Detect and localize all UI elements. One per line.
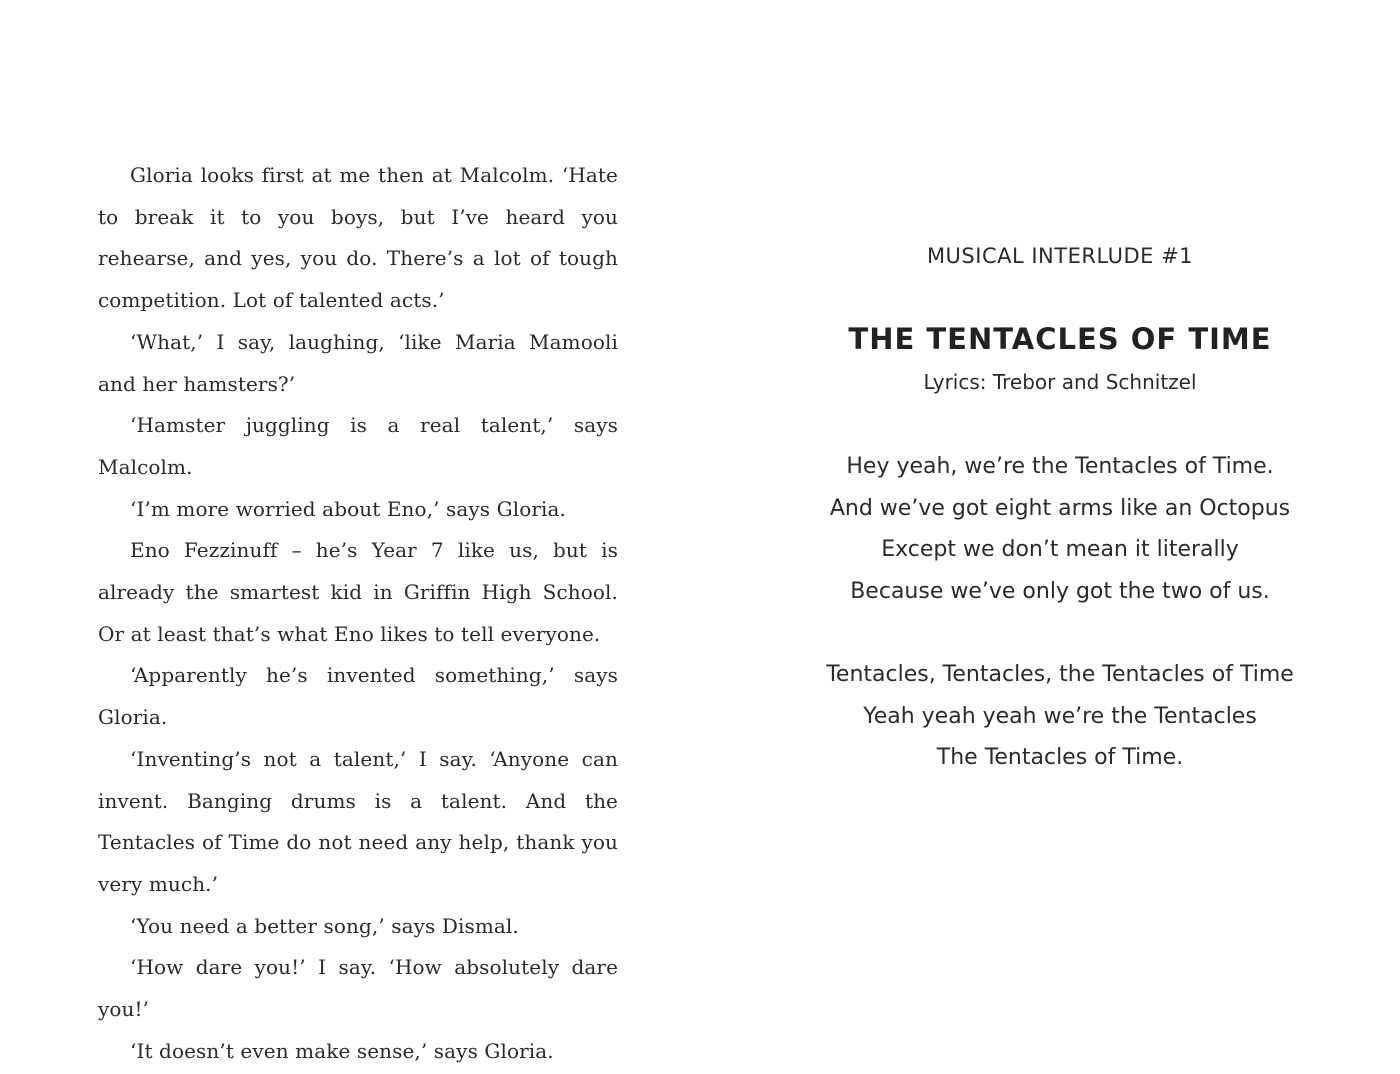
paragraph: ‘How dare you!’ I say. ‘How absolutely dare you!’ (98, 955, 618, 1022)
right-page (760, 0, 1360, 1074)
lyric-line: Hey yeah, we’re the Tentacles of Time. (846, 454, 1274, 479)
paragraph: ‘Hamster juggling is a real talent,’ says Malcolm. (98, 413, 618, 479)
paragraph: ‘You need a better song,’ says Dismal. (130, 913, 519, 938)
lyric-line: Yeah yeah yeah we’re the Tentacles (863, 703, 1257, 729)
paragraph: ‘Apparently he’s invented something,’ says Gloria. (98, 663, 618, 730)
lyric-line: The Tentacles of Time. (936, 745, 1184, 771)
paragraph: Gloria looks first at me then at Malcolm. ‘Hate to break it to you boys, but I’ve heard you rehearse, and yes, you do. There’s a lot of tough competition. Lot of talented acts.’ (98, 163, 618, 313)
paragraph: ‘It doesn’t even make sense,’ says Gloria. (130, 1038, 554, 1063)
left-page (98, 155, 618, 1072)
verse-1 (760, 446, 1360, 613)
lyric-line: Because we’ve only got the two of us. (850, 579, 1270, 605)
lyric-line: Tentacles, Tentacles, the Tentacles of Time (826, 662, 1294, 687)
lyrics-credit: Lyrics: Trebor and Schnitzel (923, 370, 1197, 394)
paragraph: ‘What,’ I say, laughing, ‘like Maria Mamooli and her hamsters?’ (98, 329, 618, 396)
interlude-heading: MUSICAL INTERLUDE #1 (926, 244, 1194, 268)
paragraph: ‘Inventing’s not a talent,’ I say. ‘Anyone can invent. Banging drums is a talent. And the Tentacles of Time do not need any help, thank you very much.’ (98, 746, 618, 896)
verse-2 (760, 654, 1360, 779)
paragraph: ‘I’m more worried about Eno,’ says Gloria. (130, 496, 566, 521)
paragraph: Eno Fezzinuff – he’s Year 7 like us, but is already the smartest kid in Griffin High School. Or at least that’s what Eno likes to tell everyone. (98, 538, 618, 646)
song-title: THE TENTACLES OF TIME (848, 322, 1272, 356)
lyric-line: And we’ve got eight arms like an Octopus (829, 495, 1291, 521)
lyric-line: Except we don’t mean it literally (881, 537, 1239, 563)
